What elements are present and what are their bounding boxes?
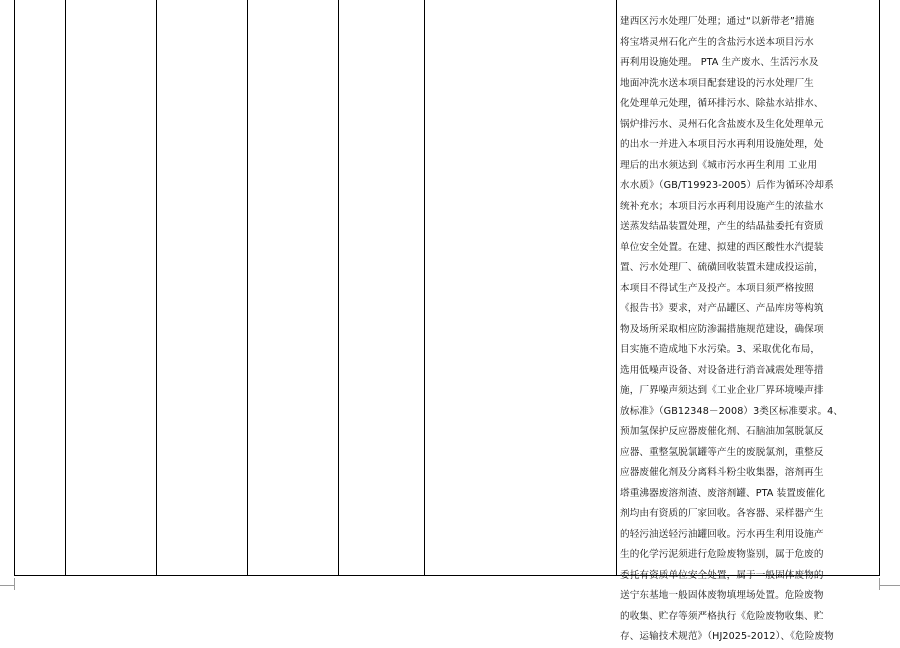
cell-text-line: 应器、重整氢脱氯罐等产生的废脱氯剂，重整反 [620,446,824,458]
cell-text-line: 委托有资质单位安全处置，属于一般固体废物的 [620,569,824,581]
cell-text-line: 建西区污水处理厂处理；通过“以新带老”措施 [620,16,815,27]
crop-mark-bottom-right-horizontal [880,585,900,586]
cell-text-line: 生的化学污泥须进行危险废物鉴别，属于危废的 [620,549,824,560]
cell-text-line: 单位安全处置。在建、拟建的西区酸性水汽提装 [620,241,824,253]
cell-text-line: 的收集、贮存等须严格执行《危险废物收集、贮 [620,610,824,622]
column-divider-3 [247,0,248,575]
cell-text-line: 塔重沸器废溶剂渣、废溶剂罐、PTA 装置废催化 [620,487,826,499]
cell-text-line: 化处理单元处理，循环排污水、除盐水站排水、 [620,98,824,109]
column-divider-1 [65,0,66,575]
cell-text-line: 地面冲洗水送本项目配套建设的污水处理厂生 [620,77,814,89]
cell-text-line: 本项目不得试生产及投产。本项目须严格按照 [620,282,814,294]
cell-text-line: 水水质》（GB/T19923-2005）后作为循环冷却系 [620,180,834,191]
cell-text-line: 剂均由有资质的厂家回收。各容器、采样器产生 [620,508,824,519]
column-divider-6 [616,0,617,575]
cell-text-line: 统补充水；本项目污水再利用设施产生的浓盐水 [620,200,824,212]
cell-text-line: 预加氢保护反应器废催化剂、石脑油加氢脱氯反 [620,426,824,437]
cell-text-line: 存、运输技术规范》（HJ2025-2012）、《危险废物 [620,631,834,642]
cell-text-line: 理后的出水须达到《城市污水再生利用 工业用 [620,159,818,171]
column-divider-5 [424,0,425,575]
column-divider-4 [338,0,339,575]
cell-text-line: 应器废催化剂及分离料斗粉尘收集器，溶剂再生 [620,467,824,478]
cell-text-line: 锅炉排污水、灵州石化含盐废水及生化处理单元 [620,118,824,130]
crop-mark-bottom-right-vertical [879,578,880,590]
cell-text-line: 置、污水处理厂、硫磺回收装置未建成投运前， [620,262,824,273]
cell-text-line: 物及场所采取相应防渗漏措施规范建设，确保项 [620,323,824,335]
cell-text-line: 《报告书》要求，对产品罐区、产品库房等构筑 [620,303,824,314]
cell-text-line: 送宁东基地一般固体废物填埋场处置。危险废物 [620,590,824,601]
crop-mark-bottom-left-vertical [14,578,15,590]
cell-text-line: 施，厂界噪声须达到《工业企业厂界环境噪声排 [620,385,824,396]
cell-text-line: 的轻污油送轻污油罐回收。污水再生利用设施产 [620,528,824,540]
cell-text-line: 目实施不造成地下水污染。3、采取优化布局， [620,344,821,355]
cell-text-line: 选用低噪声设备、对设备进行消音减震处理等措 [620,364,824,376]
cell-text-line: 将宝塔灵州石化产生的含盐污水送本项目污水 [620,36,814,48]
crop-mark-bottom-left-horizontal [0,585,14,586]
cell-text-line: 送蒸发结晶装置处理，产生的结晶盐委托有资质 [620,221,824,232]
column-divider-2 [156,0,157,575]
requirements-cell-text [620,12,878,642]
cell-text-line: 的出水一并进入本项目污水再利用设施处理，处 [620,139,824,150]
cell-text-line: 放标准》（GB12348－2008）3类区标准要求。4、 [620,405,844,417]
cell-text-line: 再利用设施处理。 PTA 生产废水、生活污水及 [620,57,819,68]
